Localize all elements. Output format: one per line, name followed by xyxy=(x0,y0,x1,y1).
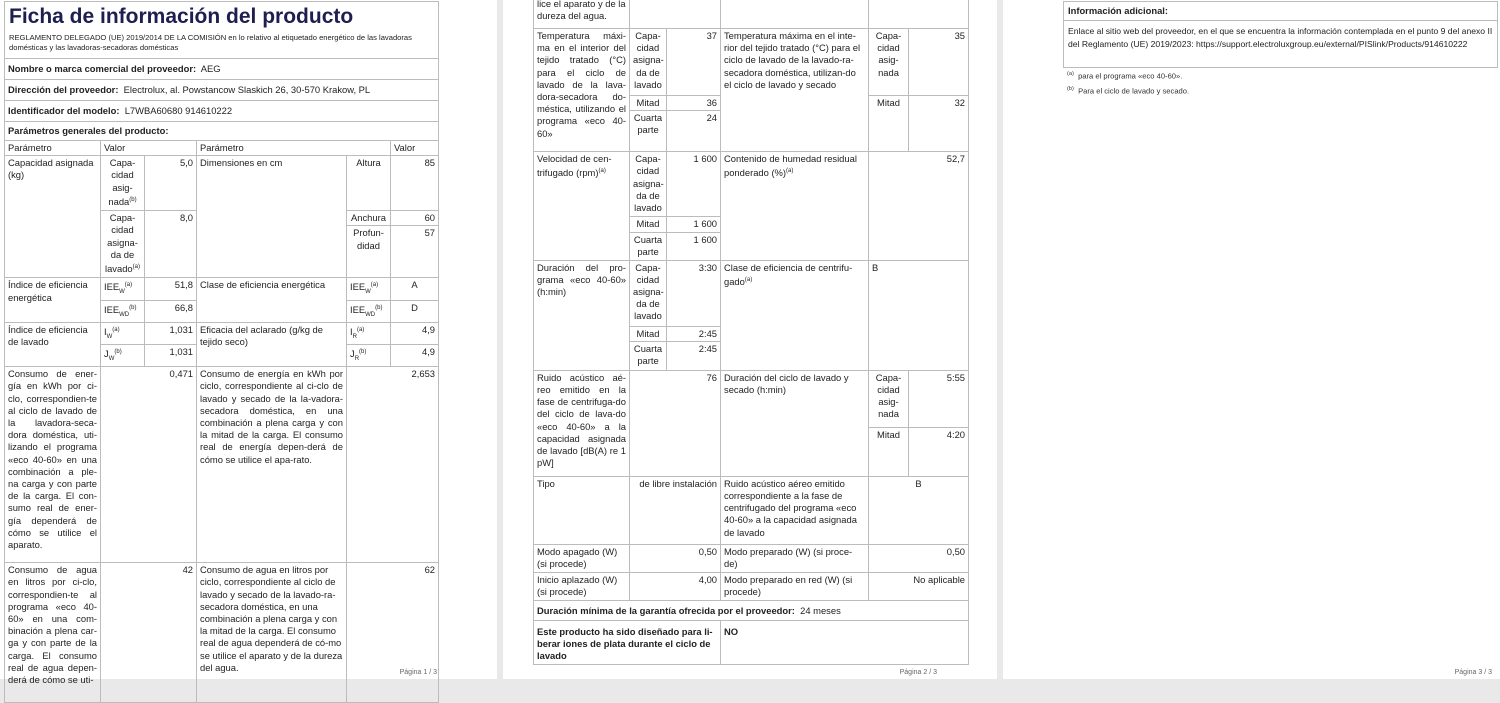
page-3 xyxy=(1003,0,1500,679)
noise-label: Ruido acústico aé-reo emitido en la fase de centrifuga-do del ciclo de lava-do «eco 40-60» a la capacidad asignada de lavado [dB(A) re 1 pW] xyxy=(534,370,630,476)
off-mode-value: 0,50 xyxy=(630,544,721,572)
capacity-wd-label: Capa-cidad asig-nada xyxy=(108,157,136,207)
temp-wash-label: Temperatura máxi-ma en el interior del tejido tratado (°C) para el ciclo de lavado de la lava-dora-secadora do-méstica, utilizando el programa «eco 40-60» xyxy=(534,29,630,152)
type-value: de libre instalación xyxy=(630,476,721,544)
wd-duration-label: Duración del ciclo de lavado y secado (h:min) xyxy=(721,370,869,476)
standby-label: Modo preparado (W) (si proce-de) xyxy=(721,544,869,572)
water-wd-value: 62 xyxy=(347,563,439,703)
additional-info-table xyxy=(1063,1,1498,68)
noise-class-value: B xyxy=(869,476,969,544)
energy-wd-label: Consumo de energía en kWh por ciclo, correspondiente al ci-clo de lavado y secado de la la-vadora-secadora doméstica, en una combinación a plena carga y con la mitad de la carga. El consumo real de energía depen-derá de cómo se utilice el apa-rato. xyxy=(197,367,347,563)
product-info-table-page-2: lice el aparato y de la dureza del agua. Temperatura máxi-ma en el interior del tejido tratado (°C) para el ciclo de lavado de la lava-dora-secadora do-méstica, utilizando el programa «eco 40-60» Capa-cidad asigna-da de lavado 37 Temperatura máxima en el inte-rior del tejido tratado (°C) para el ciclo de lavado de la lavado-ra-secadora doméstica, utilizan-do el ciclo de lavado y secado Capa-cidad asig-nada 35 Mitad 36 Mitad 32 Cuarta parte 24 Velocidad de cen-trifugado (rpm)$^{(a)}$ Capa-cidad asigna-da de lavado 1 600 Contenido de humedad residual ponderado (%)$^{(a)}$ 52,7 Mitad 1 600 Cuarta parte 1 600 Duración del pro-grama «eco 40-60» (h:min) Capa-cidad asigna-da de lavado 3:30 Clase de eficiencia de centrifu-gado$^{(a)}$ B Mitad 2:45 Cuarta parte 2:45 Ruido acústico aé-reo emitido en la fase de centrifuga-do del ciclo de lava-do «eco 40-60» a la capacidad asignada de lavado [dB(A) re 1 pW] 76 Duración del ciclo de lavado y secado (h:min) Capa-cidad asig-nada 5:55 Mitad 4:20 Tipo de libre instalación Ruido acústico aéreo emitido correspondiente a la fase de centrifugado del programa «eco 40-60» a la capacidad asignada de lavado B Modo apagado (W) (si procede) 0,50 Modo preparado (W) (si proce-de) 0,50 Inicio aplazado (W) (si procede) 4,00 Modo preparado en red (W) (si procede) No aplicable Duración mínima de la garantía ofrecida por el proveedor: 24 meses Este producto ha sido diseñado para li-berar iones de plata durante el ciclo de lavado NO xyxy=(533,0,969,665)
eei-wd-value: 66,8 xyxy=(145,300,197,322)
address-label: Dirección del proveedor: xyxy=(8,84,119,95)
silver-ions-value: NO xyxy=(721,620,969,664)
width-value: 60 xyxy=(391,211,439,226)
wd-duration-half-label: Mitad xyxy=(869,427,909,476)
duration-half-value: 2:45 xyxy=(667,326,721,341)
spin-half-value: 1 600 xyxy=(667,217,721,233)
spin-half-label: Mitad xyxy=(630,217,667,233)
page-title: Ficha de información del producto xyxy=(9,5,354,28)
dimensions-label: Dimensiones en cm xyxy=(197,156,347,278)
col-header-value-2: Valor xyxy=(391,141,439,156)
wash-efficiency-label: Índice de eficiencia de lavado xyxy=(5,322,101,366)
temp-wd-half-value: 32 xyxy=(909,96,969,152)
delay-start-label: Inicio aplazado (W) (si procede) xyxy=(534,572,630,600)
noise-value: 76 xyxy=(630,370,721,476)
off-mode-label: Modo apagado (W) (si procede) xyxy=(534,544,630,572)
moisture-value: 52,7 xyxy=(869,152,969,260)
supplier-label: Nombre o marca comercial del proveedor: xyxy=(8,63,197,74)
width-label: Anchura xyxy=(347,211,391,226)
rinse-label: Eficacia del aclarado (g/kg de tejido seco) xyxy=(197,322,347,366)
spin-class-value: B xyxy=(869,260,969,370)
page-number: Página 2 / 3 xyxy=(899,669,937,676)
temp-wd-label: Temperatura máxima en el inte-rior del tejido tratado (°C) para el ciclo de lavado de la lavado-ra-secadora doméstica, utilizan-do el ciclo de lavado y secado xyxy=(721,29,869,152)
energy-class-w-value: A xyxy=(391,278,439,300)
col-header-param: Parámetro xyxy=(5,141,101,156)
col-header-value: Valor xyxy=(101,141,197,156)
water-wash-value: 42 xyxy=(101,563,197,703)
moisture-label: Contenido de humedad residual ponderado (%) xyxy=(724,153,857,179)
energy-class-label: Clase de eficiencia energética xyxy=(197,278,347,322)
temp-wash-half-label: Mitad xyxy=(630,96,667,111)
network-standby-value: No aplicable xyxy=(869,572,969,600)
general-params-heading: Parámetros generales del producto: xyxy=(8,125,169,136)
product-info-table-page-1: Ficha de información del producto REGLAMENTO DELEGADO (UE) 2019/2014 DE LA COMISIÓN en lo relativo al etiquetado energético de las lavadoras domésticas y las lavadoras-secadoras domésticas Nombre o marca comercial del proveedor: AEG Dirección del proveedor: Electrolux, al. Powstancow Slaskich 26, 30-570 Krakow, PL Identificador del modelo: L7WBA60680 914610222 Parámetros generales del producto: Parámetro Valor Parámetro Valor Capacidad asignada (kg) Capa-cidad asig-nada$^{(b)}$ 5,0 Dimensiones en cm Altura 85 Capa-cidad asigna-da de lavado$^{(a)}$ 8,0 Anchura 60 Profun-didad 57 Índice de eficiencia energética $IEE_W^{(a)}$ 51,8 Clase de eficiencia energética $IEE_W^{(a)}$ A $IEE_{WD}^{(b)}$ 66,8 $IEE_{WD}^{(b)}$ D Índice de eficiencia de lavado $I_W^{(a)}$ 1,031 Eficacia del aclarado (g/kg de tejido seco) $I_R^{(a)}$ 4,9 $J_W^{(b)}$ 1,031 $J_R^{(b)}$ 4,9 Consumo de ener-gía en kWh por ci-clo, correspondien-te al ciclo de lavado de la lavadora-seca-dora doméstica, uti-lizando el programa «eco 40-60» en una combinación a ple-na carga y con parte de la carga. El con-sumo real de ener-gía dependerá de cómo se utilice el aparato. 0,471 Consumo de energía en kWh por ciclo, correspondiente al ci-clo de lavado y secado de la la-vadora-secadora doméstica, en una combinación a plena carga y con la mitad de la carga. El consumo real de energía depen-derá de cómo se utilice el apa-rato. 2,653 Consumo de agua en litros por ci-clo, correspondien-te al programa «eco 40-60» en una com-binación a plena car-ga y con parte de la carga. El consumo real de agua depen-derá de cómo se uti- 42 Consumo de agua en litros por ciclo, correspondiente al ciclo de lavado y secado de la lavado-ra-secadora doméstica, en una combinación a plena carga y con la mitad de la carga. El consumo real de agua dependerá de có-mo se utilice el aparato y de la dureza del agua. 62 xyxy=(4,1,439,703)
capacity-wash-value: 8,0 xyxy=(145,211,197,278)
energy-wd-value: 2,653 xyxy=(347,367,439,563)
type-label: Tipo xyxy=(534,476,630,544)
spin-quarter-label: Cuarta parte xyxy=(630,233,667,260)
spin-speed-label: Velocidad de cen-trifugado (rpm) xyxy=(537,153,612,179)
iw-value: 1,031 xyxy=(145,322,197,344)
duration-capacity-value: 3:30 xyxy=(667,260,721,326)
depth-value: 57 xyxy=(391,226,439,278)
energy-wash-label: Consumo de ener-gía en kWh por ci-clo, correspondien-te al ciclo de lavado de la lavadora-seca-dora doméstica, uti-lizando el programa «eco 40-60» en una combinación a ple-na carga y con parte de la carga. El con-sumo real de ener-gía dependerá de cómo se utilice el aparato. xyxy=(5,367,101,563)
temp-wd-half-label: Mitad xyxy=(869,96,909,152)
depth-label: Profun-didad xyxy=(347,226,391,278)
warranty-value: 24 meses xyxy=(800,604,841,616)
footnotes xyxy=(1067,68,1189,97)
address-value: Electrolux, al. Powstancow Slaskich 26, 30-570 Krakow, PL xyxy=(123,84,371,95)
temp-wash-capacity-label: Capa-cidad asigna-da de lavado xyxy=(630,29,667,96)
duration-capacity-label: Capa-cidad asigna-da de lavado xyxy=(630,260,667,326)
standby-value: 0,50 xyxy=(869,544,969,572)
wd-duration-half-value: 4:20 xyxy=(909,427,969,476)
duration-quarter-label: Cuarta parte xyxy=(630,341,667,370)
col-header-param-2: Parámetro xyxy=(197,141,391,156)
footnote-a: $^{(a)}$ para el programa «eco 40-60». xyxy=(1067,71,1183,81)
regulation-text: REGLAMENTO DELEGADO (UE) 2019/2014 DE LA COMISIÓN en lo relativo al etiquetado energético de las lavadoras domésticas y las lavadoras-secadoras domésticas xyxy=(9,33,412,52)
water-continued-text: lice el aparato y de la dureza del agua. xyxy=(534,0,630,29)
temp-wash-capacity-value: 37 xyxy=(667,29,721,96)
silver-ions-label: Este producto ha sido diseñado para li-berar iones de plata durante el ciclo de lavado xyxy=(534,620,721,664)
temp-wash-half-value: 36 xyxy=(667,96,721,111)
temp-wash-quarter-value: 24 xyxy=(667,111,721,152)
network-standby-label: Modo preparado en red (W) (si procede) xyxy=(721,572,869,600)
page-2 xyxy=(503,0,997,679)
page-1 xyxy=(0,0,497,686)
spin-quarter-value: 1 600 xyxy=(667,233,721,260)
supplier-value: AEG xyxy=(200,63,221,74)
additional-info-text: Enlace al sitio web del proveedor, en el que se encuentra la información contemplada en el punto 9 del anexo II del Reglamento (UE) 2019/2023: https://support.electroluxgroup.eu/external/PISlink/Products/914610222 xyxy=(1064,21,1498,68)
capacity-wd-value: 5,0 xyxy=(145,156,197,211)
ir-value: 4,9 xyxy=(391,322,439,344)
warranty-label: Duración mínima de la garantía ofrecida por el proveedor: xyxy=(537,604,795,616)
energy-wash-value: 0,471 xyxy=(101,367,197,563)
height-value: 85 xyxy=(391,156,439,211)
eei-label: Índice de eficiencia energética xyxy=(5,278,101,322)
rated-capacity-label: Capacidad asignada (kg) xyxy=(5,156,101,278)
jr-value: 4,9 xyxy=(391,345,439,367)
spin-capacity-label: Capa-cidad asigna-da de lavado xyxy=(630,152,667,217)
page-number: Página 3 / 3 xyxy=(1454,669,1492,676)
noise-class-label: Ruido acústico aéreo emitido correspondiente a la fase de centrifugado del programa «eco 40-60» a la capacidad asignada de lavado xyxy=(721,476,869,544)
wd-duration-capacity-value: 5:55 xyxy=(909,370,969,427)
wd-duration-capacity-label: Capa-cidad asig-nada xyxy=(869,370,909,427)
model-label: Identificador del modelo: xyxy=(8,105,120,116)
model-value: L7WBA60680 914610222 xyxy=(124,105,233,116)
temp-wd-capacity-value: 35 xyxy=(909,29,969,96)
capacity-wash-label: Capa-cidad asigna-da de lavado xyxy=(105,212,138,275)
height-label: Altura xyxy=(347,156,391,211)
water-wash-label: Consumo de agua en litros por ci-clo, correspondien-te al programa «eco 40-60» en una com-binación a plena car-ga y con parte de la carga. El consumo real de agua depen-derá de cómo se uti- xyxy=(5,563,101,703)
page-number: Página 1 / 3 xyxy=(399,669,437,676)
eei-w-value: 51,8 xyxy=(145,278,197,300)
duration-quarter-value: 2:45 xyxy=(667,341,721,370)
duration-label: Duración del pro-grama «eco 40-60» (h:min) xyxy=(534,260,630,370)
duration-half-label: Mitad xyxy=(630,326,667,341)
delay-start-value: 4,00 xyxy=(630,572,721,600)
temp-wash-quarter-label: Cuarta parte xyxy=(630,111,667,152)
spin-capacity-value: 1 600 xyxy=(667,152,721,217)
spin-class-label: Clase de eficiencia de centrifu-gado xyxy=(724,261,853,287)
jw-value: 1,031 xyxy=(145,345,197,367)
water-wd-label: Consumo de agua en litros por ciclo, correspondiente al ciclo de lavado y secado de la lavado-ra-secadora doméstica, en una combinación a plena carga y con la mitad de la carga. El consumo real de agua dependerá de có-mo se utilice el aparato y de la dureza del agua. xyxy=(197,563,347,703)
energy-class-wd-value: D xyxy=(391,300,439,322)
footnote-b: $^{(b)}$ Para el ciclo de lavado y secado. xyxy=(1067,85,1190,96)
additional-info-title: Información adicional: xyxy=(1064,2,1498,21)
temp-wd-capacity-label: Capa-cidad asig-nada xyxy=(869,29,909,96)
